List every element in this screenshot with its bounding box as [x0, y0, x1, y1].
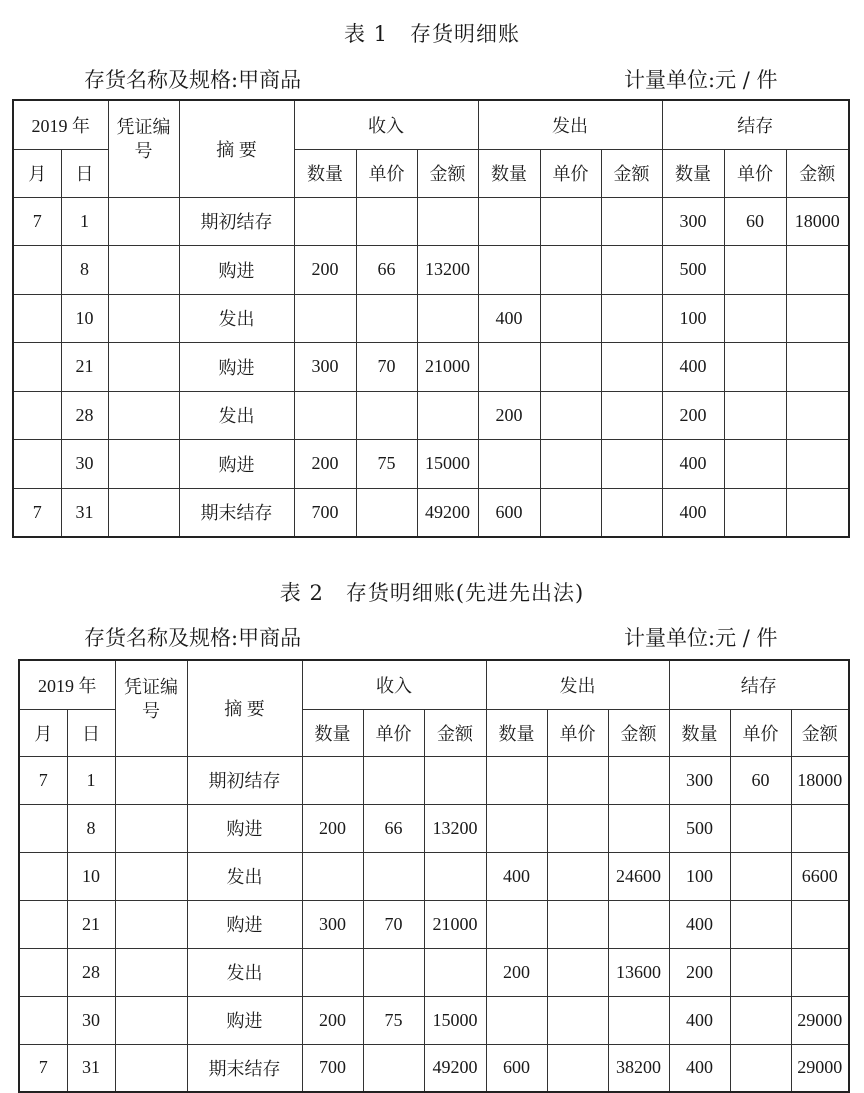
day-cell: 8 — [67, 804, 115, 852]
bal-qty-cell: 200 — [669, 948, 730, 996]
in-qty-cell: 300 — [302, 900, 363, 948]
summary-header: 摘 要 — [179, 100, 294, 197]
in-amount-cell: 21000 — [424, 900, 486, 948]
bal-amount-cell — [786, 246, 849, 295]
month-cell — [13, 294, 61, 343]
table-row — [13, 488, 849, 537]
bal-amount-cell — [786, 440, 849, 489]
bal-amount-cell: 29000 — [791, 996, 849, 1044]
day-cell: 8 — [61, 246, 108, 295]
out-header: 发出 — [478, 100, 662, 149]
day-header: 日 — [67, 709, 115, 756]
bal-price-header: 单价 — [724, 149, 786, 197]
table-row — [19, 996, 849, 1044]
bal-qty-cell: 200 — [662, 391, 724, 440]
bal-price-cell — [724, 391, 786, 440]
in-qty-header: 数量 — [302, 709, 363, 756]
voucher-cell — [108, 391, 179, 440]
voucher-cell — [108, 343, 179, 392]
in-amount-cell — [417, 294, 478, 343]
in-qty-cell — [294, 294, 356, 343]
in-amount-cell: 15000 — [417, 440, 478, 489]
table1-unit-label: 计量单位:元 / 件 — [624, 68, 778, 92]
table2-item-label: 存货名称及规格:甲商品 — [84, 626, 302, 650]
in-price-cell: 66 — [356, 246, 417, 295]
in-price-cell — [356, 197, 417, 246]
table1-caption: 表 1 存货明细账 — [343, 22, 521, 46]
bal-qty-cell: 400 — [662, 440, 724, 489]
table-row — [19, 804, 849, 852]
month-header: 月 — [13, 149, 61, 197]
bal-amount-cell: 6600 — [791, 852, 849, 900]
out-price-cell — [540, 246, 601, 295]
month-cell: 7 — [13, 488, 61, 537]
bal-amount-cell — [786, 294, 849, 343]
day-cell: 21 — [61, 343, 108, 392]
bal-price-cell — [724, 246, 786, 295]
in-price-cell: 75 — [363, 996, 424, 1044]
voucher-cell — [108, 440, 179, 489]
voucher-cell — [108, 197, 179, 246]
bal-amount-cell: 18000 — [791, 756, 849, 804]
out-price-cell — [540, 391, 601, 440]
in-qty-cell — [294, 197, 356, 246]
bal-price-cell — [724, 440, 786, 489]
in-qty-cell — [302, 852, 363, 900]
table-row — [19, 852, 849, 900]
balance-header: 结存 — [662, 100, 849, 149]
out-price-cell — [547, 900, 608, 948]
in-qty-cell: 700 — [294, 488, 356, 537]
month-cell — [13, 440, 61, 489]
table1-item-label: 存货名称及规格:甲商品 — [84, 68, 302, 92]
day-header: 日 — [61, 149, 108, 197]
in-qty-cell — [302, 948, 363, 996]
out-amount-cell — [601, 197, 662, 246]
out-qty-cell: 200 — [478, 391, 540, 440]
voucher-cell — [115, 1044, 187, 1092]
table-row — [19, 948, 849, 996]
bal-qty-cell: 500 — [669, 804, 730, 852]
balance-header: 结存 — [669, 660, 849, 709]
out-amount-cell — [601, 246, 662, 295]
out-amount-header: 金额 — [601, 149, 662, 197]
year-header: 2019 年 — [13, 100, 108, 149]
table2-unit-label: 计量单位:元 / 件 — [624, 626, 778, 650]
table-row — [19, 900, 849, 948]
in-qty-cell: 200 — [294, 246, 356, 295]
out-amount-cell — [608, 996, 669, 1044]
out-price-cell — [540, 197, 601, 246]
bal-price-cell — [730, 1044, 791, 1092]
month-header: 月 — [19, 709, 67, 756]
in-qty-cell — [294, 391, 356, 440]
bal-price-cell: 60 — [724, 197, 786, 246]
bal-amount-header: 金额 — [791, 709, 849, 756]
bal-price-cell — [724, 488, 786, 537]
out-price-cell — [540, 488, 601, 537]
out-price-header: 单价 — [540, 149, 601, 197]
day-cell: 31 — [67, 1044, 115, 1092]
table-row — [13, 391, 849, 440]
in-qty-cell: 200 — [302, 996, 363, 1044]
out-qty-cell: 400 — [478, 294, 540, 343]
in-amount-header: 金额 — [417, 149, 478, 197]
day-cell: 30 — [61, 440, 108, 489]
bal-qty-header: 数量 — [662, 149, 724, 197]
summary-cell: 期末结存 — [187, 1044, 302, 1092]
out-amount-cell: 38200 — [608, 1044, 669, 1092]
month-cell: 7 — [19, 1044, 67, 1092]
in-price-cell: 70 — [356, 343, 417, 392]
bal-qty-cell: 300 — [669, 756, 730, 804]
out-price-cell — [547, 948, 608, 996]
table-row — [13, 197, 849, 246]
out-qty-cell — [478, 197, 540, 246]
out-amount-cell — [601, 294, 662, 343]
out-qty-header: 数量 — [478, 149, 540, 197]
table-row — [19, 756, 849, 804]
out-qty-cell — [486, 900, 547, 948]
bal-amount-header: 金额 — [786, 149, 849, 197]
in-amount-cell — [424, 948, 486, 996]
voucher-cell — [115, 996, 187, 1044]
out-price-cell — [547, 996, 608, 1044]
in-price-header: 单价 — [356, 149, 417, 197]
bal-price-cell — [724, 343, 786, 392]
bal-qty-cell: 100 — [669, 852, 730, 900]
out-price-cell — [540, 343, 601, 392]
bal-price-cell — [730, 900, 791, 948]
out-amount-cell — [601, 391, 662, 440]
in-amount-cell: 49200 — [424, 1044, 486, 1092]
bal-qty-cell: 500 — [662, 246, 724, 295]
day-cell: 28 — [67, 948, 115, 996]
day-cell: 31 — [61, 488, 108, 537]
bal-amount-cell — [791, 948, 849, 996]
in-price-header: 单价 — [363, 709, 424, 756]
in-qty-cell: 200 — [294, 440, 356, 489]
out-qty-cell — [486, 804, 547, 852]
in-qty-cell — [302, 756, 363, 804]
month-cell — [13, 391, 61, 440]
in-price-cell — [363, 948, 424, 996]
in-price-cell — [356, 391, 417, 440]
bal-price-cell — [724, 294, 786, 343]
month-cell: 7 — [13, 197, 61, 246]
bal-price-cell — [730, 996, 791, 1044]
in-price-cell: 75 — [356, 440, 417, 489]
out-qty-cell: 600 — [486, 1044, 547, 1092]
table-row — [13, 343, 849, 392]
in-price-cell — [363, 852, 424, 900]
bal-price-header: 单价 — [730, 709, 791, 756]
bal-price-cell — [730, 804, 791, 852]
table-row — [13, 294, 849, 343]
bal-qty-header: 数量 — [669, 709, 730, 756]
in-amount-cell: 49200 — [417, 488, 478, 537]
month-cell — [19, 996, 67, 1044]
in-qty-cell: 700 — [302, 1044, 363, 1092]
in-header: 收入 — [302, 660, 486, 709]
out-amount-cell: 13600 — [608, 948, 669, 996]
month-cell — [13, 343, 61, 392]
in-header: 收入 — [294, 100, 478, 149]
header-row-1 — [19, 660, 849, 709]
summary-cell: 期初结存 — [179, 197, 294, 246]
voucher-cell — [115, 900, 187, 948]
month-cell — [13, 246, 61, 295]
summary-cell: 购进 — [187, 804, 302, 852]
out-amount-cell: 24600 — [608, 852, 669, 900]
in-amount-cell — [424, 852, 486, 900]
table2-caption: 表 2 存货明细账(先进先出法) — [279, 581, 585, 605]
out-amount-header: 金额 — [608, 709, 669, 756]
bal-qty-cell: 400 — [662, 343, 724, 392]
in-amount-cell: 13200 — [424, 804, 486, 852]
out-qty-cell: 200 — [486, 948, 547, 996]
out-header: 发出 — [486, 660, 669, 709]
in-price-cell: 70 — [363, 900, 424, 948]
voucher-header: 凭证编号 — [115, 660, 187, 756]
in-amount-cell: 21000 — [417, 343, 478, 392]
out-amount-cell — [608, 756, 669, 804]
voucher-cell — [115, 948, 187, 996]
in-amount-cell — [417, 197, 478, 246]
bal-price-cell: 60 — [730, 756, 791, 804]
in-amount-cell: 13200 — [417, 246, 478, 295]
summary-header: 摘 要 — [187, 660, 302, 756]
out-qty-cell: 400 — [486, 852, 547, 900]
out-qty-cell — [478, 343, 540, 392]
out-qty-cell — [486, 756, 547, 804]
header-row-1 — [13, 100, 849, 149]
bal-amount-cell — [786, 488, 849, 537]
bal-amount-cell: 29000 — [791, 1044, 849, 1092]
day-cell: 10 — [61, 294, 108, 343]
voucher-cell — [108, 488, 179, 537]
out-qty-cell — [478, 440, 540, 489]
day-cell: 1 — [67, 756, 115, 804]
in-qty-cell: 300 — [294, 343, 356, 392]
out-amount-cell — [608, 900, 669, 948]
bal-qty-cell: 400 — [669, 996, 730, 1044]
summary-cell: 购进 — [179, 440, 294, 489]
summary-cell: 发出 — [179, 294, 294, 343]
out-price-cell — [547, 852, 608, 900]
voucher-cell — [115, 852, 187, 900]
bal-qty-cell: 100 — [662, 294, 724, 343]
summary-cell: 发出 — [179, 391, 294, 440]
bal-price-cell — [730, 852, 791, 900]
out-price-cell — [540, 294, 601, 343]
bal-qty-cell: 400 — [669, 900, 730, 948]
in-price-cell — [363, 1044, 424, 1092]
year-header: 2019 年 — [19, 660, 115, 709]
in-price-cell — [356, 294, 417, 343]
out-qty-cell: 600 — [478, 488, 540, 537]
table1-ledger — [12, 99, 850, 538]
out-amount-cell — [601, 488, 662, 537]
voucher-cell — [108, 246, 179, 295]
voucher-header: 凭证编号 — [108, 100, 179, 197]
bal-amount-cell — [786, 391, 849, 440]
day-cell: 30 — [67, 996, 115, 1044]
summary-cell: 发出 — [187, 852, 302, 900]
out-price-cell — [547, 1044, 608, 1092]
bal-price-cell — [730, 948, 791, 996]
in-amount-cell — [424, 756, 486, 804]
month-cell — [19, 804, 67, 852]
day-cell: 28 — [61, 391, 108, 440]
voucher-cell — [115, 756, 187, 804]
table-row — [13, 246, 849, 295]
voucher-cell — [108, 294, 179, 343]
in-amount-cell: 15000 — [424, 996, 486, 1044]
summary-cell: 期末结存 — [179, 488, 294, 537]
day-cell: 1 — [61, 197, 108, 246]
out-qty-cell — [478, 246, 540, 295]
bal-amount-cell — [791, 804, 849, 852]
month-cell — [19, 948, 67, 996]
in-amount-header: 金额 — [424, 709, 486, 756]
in-qty-header: 数量 — [294, 149, 356, 197]
table-row — [19, 1044, 849, 1092]
out-qty-cell — [486, 996, 547, 1044]
out-price-cell — [547, 804, 608, 852]
out-qty-header: 数量 — [486, 709, 547, 756]
summary-cell: 发出 — [187, 948, 302, 996]
summary-cell: 购进 — [187, 996, 302, 1044]
summary-cell: 购进 — [179, 246, 294, 295]
bal-qty-cell: 300 — [662, 197, 724, 246]
in-amount-cell — [417, 391, 478, 440]
summary-cell: 购进 — [179, 343, 294, 392]
out-price-header: 单价 — [547, 709, 608, 756]
month-cell — [19, 900, 67, 948]
summary-cell: 期初结存 — [187, 756, 302, 804]
summary-cell: 购进 — [187, 900, 302, 948]
in-price-cell — [363, 756, 424, 804]
day-cell: 21 — [67, 900, 115, 948]
day-cell: 10 — [67, 852, 115, 900]
out-price-cell — [547, 756, 608, 804]
bal-qty-cell: 400 — [669, 1044, 730, 1092]
in-price-cell — [356, 488, 417, 537]
table2-ledger — [18, 659, 850, 1093]
voucher-cell — [115, 804, 187, 852]
in-price-cell: 66 — [363, 804, 424, 852]
bal-amount-cell — [791, 900, 849, 948]
month-cell — [19, 852, 67, 900]
out-amount-cell — [601, 440, 662, 489]
month-cell: 7 — [19, 756, 67, 804]
in-qty-cell: 200 — [302, 804, 363, 852]
out-price-cell — [540, 440, 601, 489]
bal-qty-cell: 400 — [662, 488, 724, 537]
out-amount-cell — [601, 343, 662, 392]
out-amount-cell — [608, 804, 669, 852]
table-row — [13, 440, 849, 489]
bal-amount-cell: 18000 — [786, 197, 849, 246]
bal-amount-cell — [786, 343, 849, 392]
